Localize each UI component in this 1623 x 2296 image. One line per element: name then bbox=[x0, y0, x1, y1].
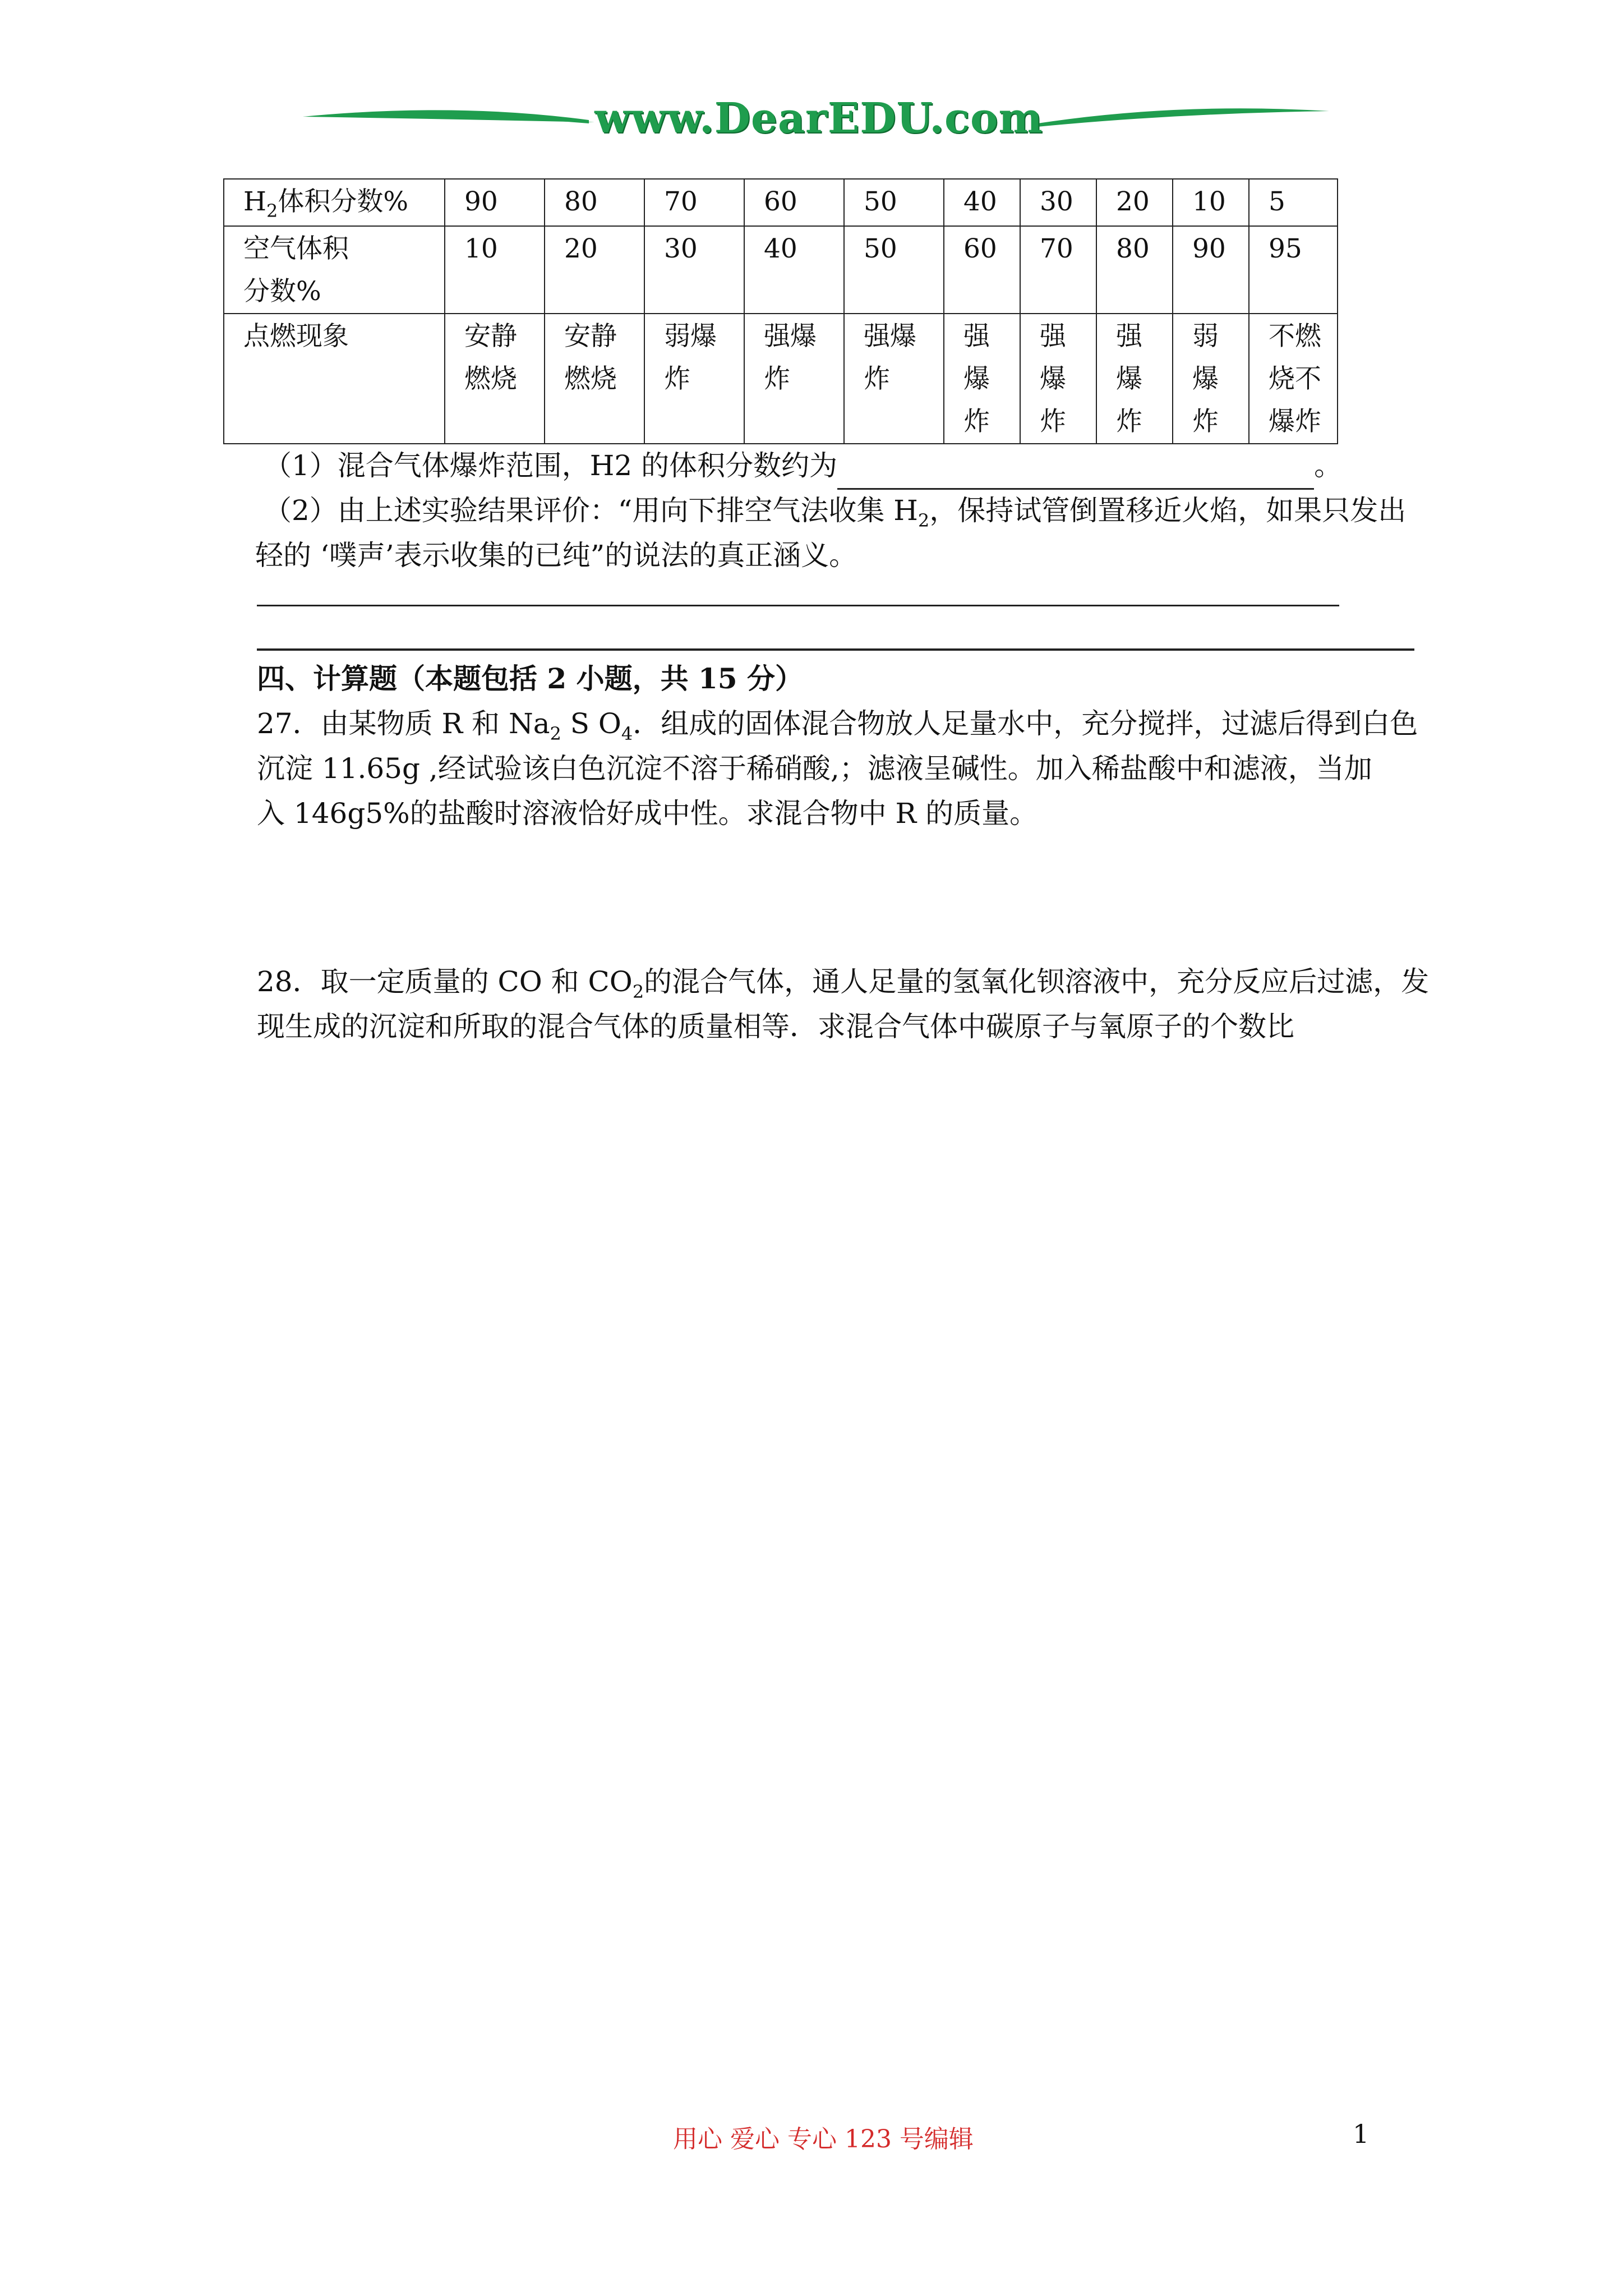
table-cell: 60 bbox=[744, 179, 844, 226]
table-cell: 强爆 炸 bbox=[744, 314, 844, 444]
table-row bbox=[224, 226, 1338, 314]
table-cell: 强 爆 炸 bbox=[1096, 314, 1173, 444]
table-cell: 80 bbox=[545, 179, 644, 226]
question-28-line1: 28．取一定质量的 CO 和 $CO_2$的混合气体，通人足量的氢氧化钡溶液中，充分反应后过滤，发 bbox=[257, 965, 1430, 1002]
answer-line bbox=[257, 605, 1339, 606]
question-28-line2: 现生成的沉淀和所取的混合气体的质量相等．求混合气体中碳原子与氧原子的个数比 bbox=[257, 1010, 1294, 1043]
table-cell: 强 爆 炸 bbox=[944, 314, 1020, 444]
table-cell: 70 bbox=[1020, 226, 1096, 314]
table-cell: 30 bbox=[1020, 179, 1096, 226]
table-cell: 30 bbox=[644, 226, 744, 314]
table-cell: 5 bbox=[1249, 179, 1338, 226]
table-cell: 安静 燃烧 bbox=[445, 314, 545, 444]
section-divider bbox=[257, 648, 1414, 651]
table-cell: 10 bbox=[445, 226, 545, 314]
site-name: www.DearEDU.com bbox=[594, 94, 1043, 142]
table-cell: 40 bbox=[944, 179, 1020, 226]
row-label-air: 空气体积 分数% bbox=[224, 226, 445, 314]
footer-text: 用心 爱心 专心 123 号编辑 bbox=[673, 2125, 974, 2154]
page-number: 1 bbox=[1353, 2119, 1370, 2149]
table-cell: 90 bbox=[445, 179, 545, 226]
section-4-title: 四、计算题（本题包括 2 小题，共 15 分） bbox=[257, 662, 803, 695]
question-27-line3: 入 146g5%的盐酸时溶液恰好成中性。求混合物中 R 的质量。 bbox=[257, 797, 1038, 830]
table-cell: 80 bbox=[1096, 226, 1173, 314]
table-cell: 50 bbox=[844, 226, 944, 314]
row-label-h2: $H_2$体积分数% bbox=[224, 179, 445, 226]
table-cell: 20 bbox=[545, 226, 644, 314]
answer-blank bbox=[837, 443, 1314, 490]
question-27-line2: 沉淀 11.65g ,经试验该白色沉淀不溶于稀硝酸,；滤液呈碱性。加入稀盐酸中和滤液，当加 bbox=[257, 752, 1372, 785]
table-cell: 90 bbox=[1173, 226, 1249, 314]
table-cell: 20 bbox=[1096, 179, 1173, 226]
question-2-line2: 轻的 ‘噗声’表示收集的已纯”的说法的真正涵义。 bbox=[255, 539, 857, 572]
question-1: （1）混合气体爆炸范围，H2 的体积分数约为 。 bbox=[264, 443, 1342, 490]
experiment-table bbox=[223, 178, 1338, 444]
table-cell: 弱 爆 炸 bbox=[1173, 314, 1249, 444]
table-cell: 95 bbox=[1249, 226, 1338, 314]
table-row bbox=[224, 179, 1338, 226]
table-row bbox=[224, 314, 1338, 444]
table-cell: 安静 燃烧 bbox=[545, 314, 644, 444]
question-2-line1: （2）由上述实验结果评价：“用向下排空气法收集 $H_2$，保持试管倒置移近火焰，如果只发出 bbox=[264, 494, 1407, 531]
site-header-logo bbox=[303, 90, 1329, 151]
table-cell: 强爆 炸 bbox=[844, 314, 944, 444]
table-cell: 60 bbox=[944, 226, 1020, 314]
table-cell: 70 bbox=[644, 179, 744, 226]
question-27-line1: 27．由某物质 R 和 $Na_2$ S $O_4$．组成的固体混合物放人足量水中，充分搅拌，过滤后得到白色 bbox=[257, 707, 1418, 744]
table-cell: 50 bbox=[844, 179, 944, 226]
table-cell: 强 爆 炸 bbox=[1020, 314, 1096, 444]
table-cell: 10 bbox=[1173, 179, 1249, 226]
table-cell: 40 bbox=[744, 226, 844, 314]
row-label-ignition: 点燃现象 bbox=[224, 314, 445, 444]
table-cell: 弱爆 炸 bbox=[644, 314, 744, 444]
table-cell: 不燃 烧不 爆炸 bbox=[1249, 314, 1338, 444]
